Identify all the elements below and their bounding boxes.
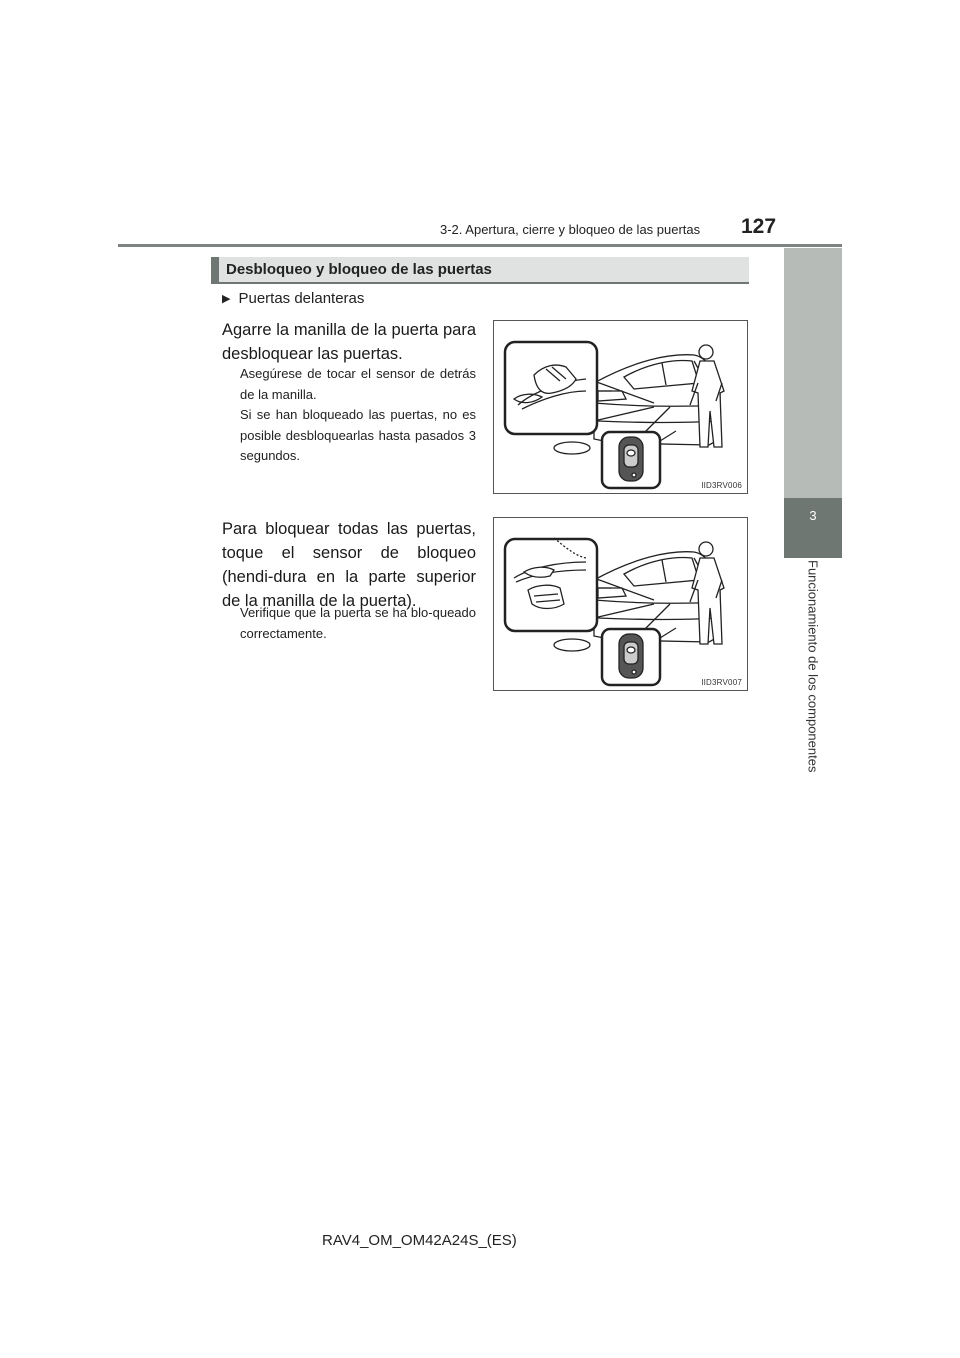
- chapter-number: 3: [809, 508, 817, 523]
- figure-unlock-illustration: [493, 320, 748, 494]
- side-tab-band: [784, 248, 842, 498]
- unlock-instruction: Agarre la manilla de la puerta para desbloquear las puertas.: [222, 321, 476, 363]
- figure-code: IID3RV006: [701, 481, 742, 490]
- lock-note-verify: Verifique que la puerta se ha blo-queado correctamente.: [240, 605, 476, 641]
- unlock-illustration: [494, 321, 747, 493]
- subsection-label: [222, 290, 364, 307]
- section-title: Desbloqueo y bloqueo de las puertas: [226, 261, 492, 278]
- subsection-label-text: Puertas delanteras: [238, 290, 365, 307]
- triangle-bullet-icon: ▶: [222, 293, 231, 305]
- figure-code: IID3RV007: [701, 678, 742, 687]
- chapter-title-wrap: [784, 560, 842, 773]
- chapter-title: Funcionamiento de los componentes: [805, 560, 821, 773]
- unlock-note-delay: Si se han bloqueado las puertas, no es posible desbloquearlas hasta pasados 3 segundos.: [240, 407, 476, 463]
- section-heading-marker: [211, 257, 219, 284]
- lock-illustration: [494, 518, 747, 690]
- unlock-note-sensor: Asegúrese de tocar el sensor de detrás de la manilla.: [240, 366, 476, 402]
- chapter-tab: [784, 498, 842, 558]
- lock-instruction: Para bloquear todas las puertas, toque el sensor de bloqueo (hendi-dura en la parte superior de la manilla de la puerta).: [222, 520, 476, 610]
- running-header-section: 3-2. Apertura, cierre y bloqueo de las puertas: [440, 222, 701, 237]
- figure-lock-illustration: [493, 517, 748, 691]
- document-id: RAV4_OM_OM42A24S_(ES): [322, 1232, 517, 1249]
- page-number: 127: [741, 215, 777, 238]
- header-rule: [118, 244, 842, 247]
